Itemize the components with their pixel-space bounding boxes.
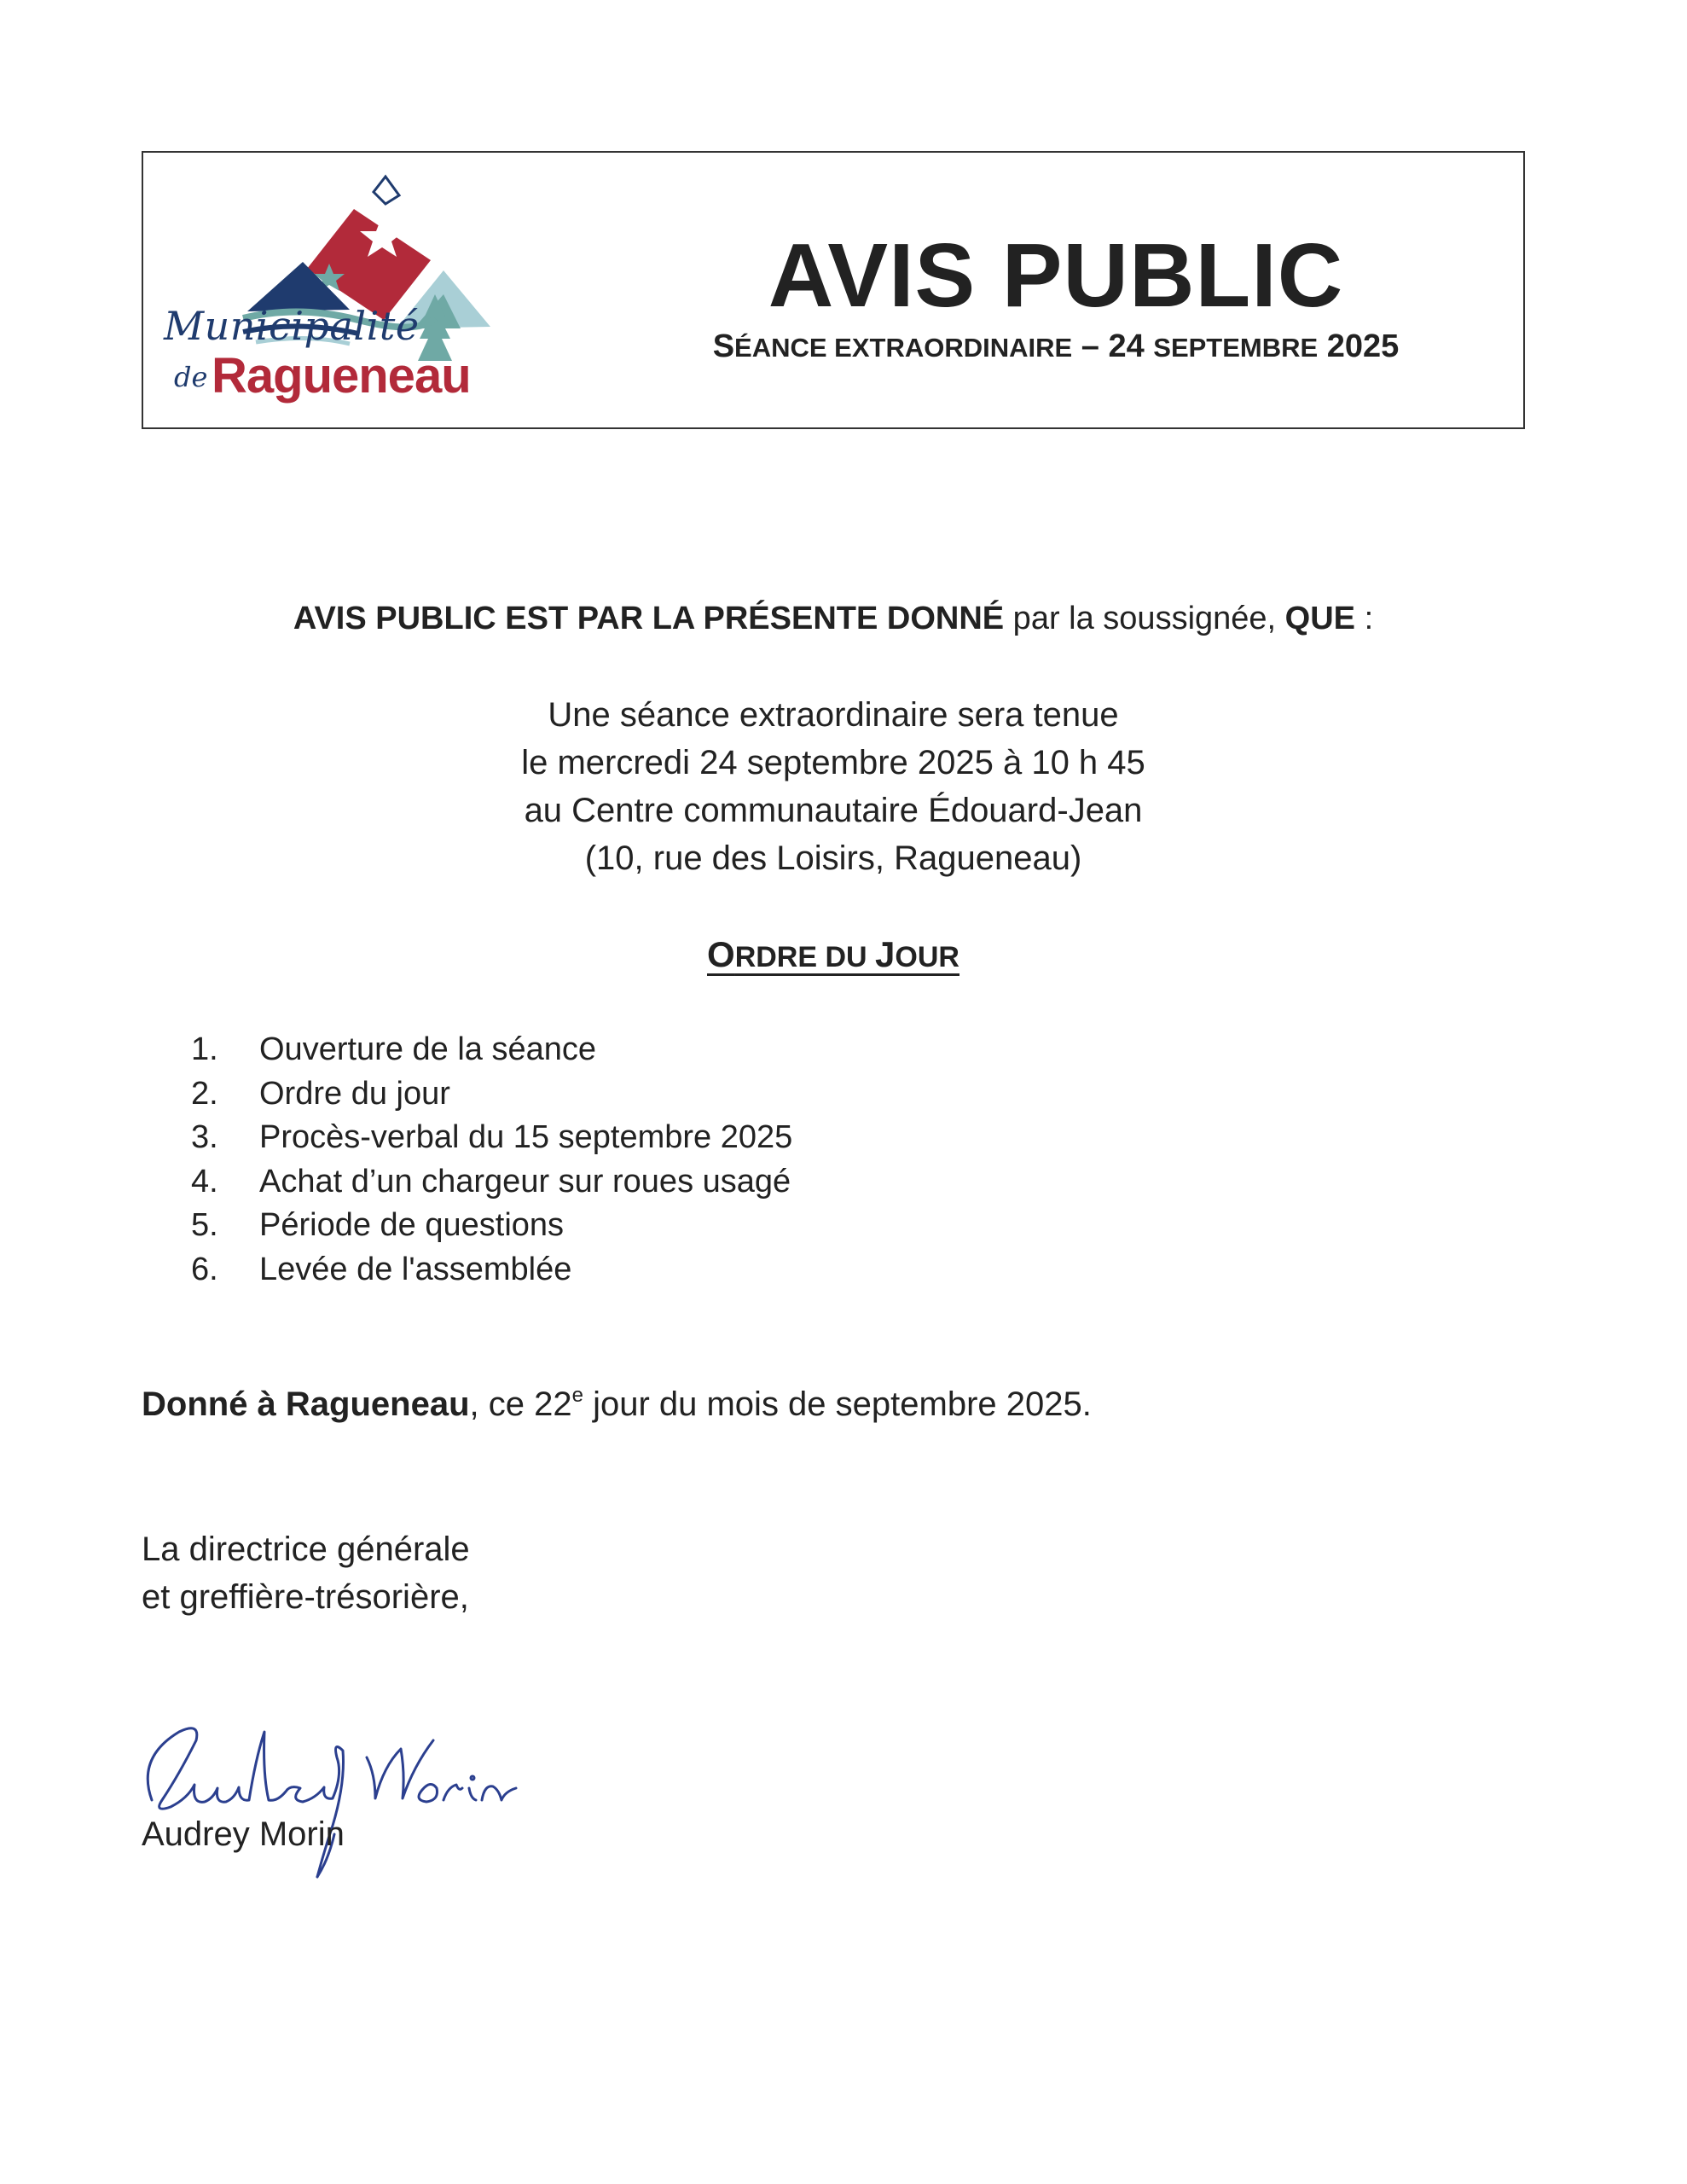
agenda-title [142, 934, 1525, 975]
signatory-role [142, 1525, 470, 1621]
agenda-item-number: 6. [191, 1251, 218, 1287]
role-line-2: et greffière-trésorière, [142, 1578, 469, 1616]
meeting-line-3: au Centre communautaire Édouard-Jean [524, 792, 1143, 829]
meeting-line-2: le mercredi 24 septembre 2025 à 10 h 45 [521, 744, 1145, 781]
agenda-item [183, 1248, 1206, 1292]
agenda-title-rdre: RDRE DU [734, 941, 876, 973]
intro-bold-end: QUE [1284, 601, 1356, 636]
subtitle-seance-text: ÉANCE EXTRAORDINAIRE [734, 333, 1073, 363]
agenda-item-number: 3. [191, 1119, 218, 1156]
agenda-item-number: 2. [191, 1075, 218, 1112]
logo-ragueneau-text: Ragueneau [212, 348, 471, 404]
agenda-item-number: 5. [191, 1207, 218, 1244]
signer-name: Audrey Morin [142, 1815, 345, 1853]
intro-colon: : [1355, 601, 1374, 636]
page-subtitle [621, 328, 1491, 365]
agenda-item [183, 1160, 1206, 1205]
agenda-title-o: O [707, 934, 735, 974]
agenda-list [183, 1028, 1206, 1292]
agenda-item [183, 1072, 1206, 1117]
given-superscript: e [571, 1384, 583, 1407]
agenda-title-our: OUR [895, 941, 959, 973]
handwritten-signature [119, 1706, 529, 1911]
subtitle-month: SEPTEMBRE [1153, 333, 1319, 363]
logo-municipalite-text: Municipalité [164, 303, 420, 349]
header-box [142, 151, 1525, 429]
agenda-item-number: 4. [191, 1163, 218, 1199]
agenda-item [183, 1204, 1206, 1248]
agenda-item-label: Levée de l'assemblée [259, 1251, 572, 1287]
intro-paragraph [142, 601, 1525, 637]
given-rest-2: jour du mois de septembre 2025. [583, 1385, 1092, 1423]
intro-middle: par la soussignée, [1004, 601, 1285, 636]
agenda-item-number: 1. [191, 1031, 218, 1068]
agenda-item [183, 1116, 1206, 1160]
given-at-statement [142, 1384, 1092, 1424]
subtitle-cap-s: S [712, 328, 735, 364]
subtitle-dash-day: – 24 [1072, 328, 1154, 364]
agenda-item-label: Ordre du jour [259, 1075, 450, 1112]
agenda-item-label: Ouverture de la séance [259, 1031, 597, 1068]
logo-de-text: de [174, 361, 208, 393]
role-line-1: La directrice générale [142, 1531, 470, 1568]
given-rest-1: , ce 22 [469, 1385, 572, 1423]
given-bold: Donné à Ragueneau [142, 1385, 470, 1423]
agenda-title-j: J [875, 934, 896, 974]
meeting-line-1: Une séance extraordinaire sera tenue [548, 696, 1119, 734]
agenda-item-label: Période de questions [259, 1207, 565, 1244]
intro-bold-start: AVIS PUBLIC EST PAR LA PRÉSENTE DONNÉ [293, 601, 1005, 636]
agenda-item [183, 1028, 1206, 1072]
agenda-item-label: Achat d’un chargeur sur roues usagé [259, 1163, 791, 1199]
subtitle-year: 2025 [1318, 328, 1400, 364]
meeting-details [142, 691, 1525, 882]
page-title: AVIS PUBLIC [768, 225, 1344, 326]
agenda-item-label: Procès-verbal du 15 septembre 2025 [259, 1119, 793, 1156]
meeting-line-4: (10, rue des Loisirs, Ragueneau) [584, 839, 1082, 877]
